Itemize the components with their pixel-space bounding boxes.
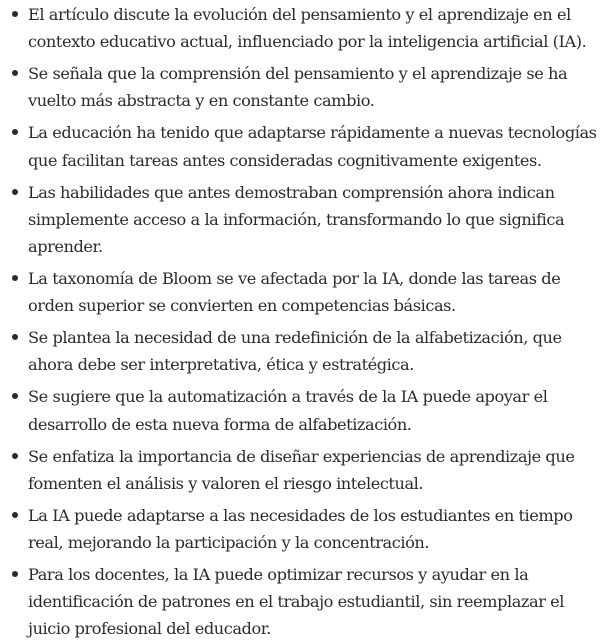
list-item-text: Se enfatiza la importancia de diseñar experiencias de aprendizaje que fomenten el análisis y valoren el riesgo intelectual. [28,446,575,493]
summary-section [0,1,609,638]
list-item [8,265,603,319]
bullet-icon [12,334,18,340]
list-item [8,179,603,261]
bullet-icon [12,393,18,399]
list-item [8,443,603,497]
list-item-text: Para los docentes, la IA puede optimizar recursos y ayudar en la identificación de patrones en el trabajo estudiantil, sin reemplazar el juicio profesional del educador. [28,565,565,639]
list-item-text: Las habilidades que antes demostraban comprensión ahora indican simplemente acceso a la información, transformando lo que significa aprender. [28,182,565,257]
list-item [8,1,603,55]
list-item-text: Se plantea la necesidad de una redefinición de la alfabetización, que ahora debe ser interpretativa, ética y estratégica. [28,328,562,375]
list-item [8,561,603,643]
list-item [8,383,603,437]
bullet-icon [12,453,18,459]
bullet-icon [12,275,18,281]
list-item-text: La IA puede adaptarse a las necesidades de los estudiantes en tiempo real, mejorando la participación y la concentración. [28,505,573,553]
list-item-text: La educación ha tenido que adaptarse rápidamente a nuevas tecnologías que facilitan tareas antes consideradas cognitivamente exigentes. [28,123,597,170]
bullet-icon [12,189,18,195]
bullet-list [8,1,603,643]
list-item [8,119,603,173]
bullet-icon [12,11,18,17]
bullet-icon [12,512,18,518]
list-item [8,324,603,378]
bullet-icon [12,571,18,577]
list-item-text: Se sugiere que la automatización a través de la IA puede apoyar el desarrollo de esta nueva forma de alfabetización. [28,387,548,434]
list-item-text: El artículo discute la evolución del pensamiento y el aprendizaje en el contexto educativo actual, influenciado por la inteligencia artificial (IA). [28,5,587,52]
bullet-icon [12,129,18,135]
list-item-text: La taxonomía de Bloom se ve afectada por la IA, donde las tareas de orden superior se convierten en competencias básicas. [28,269,561,316]
list-item-text: Se señala que la comprensión del pensamiento y el aprendizaje se ha vuelto más abstracta y en constante cambio. [28,64,568,111]
bullet-icon [12,70,18,76]
list-item [8,502,603,556]
list-item [8,60,603,114]
